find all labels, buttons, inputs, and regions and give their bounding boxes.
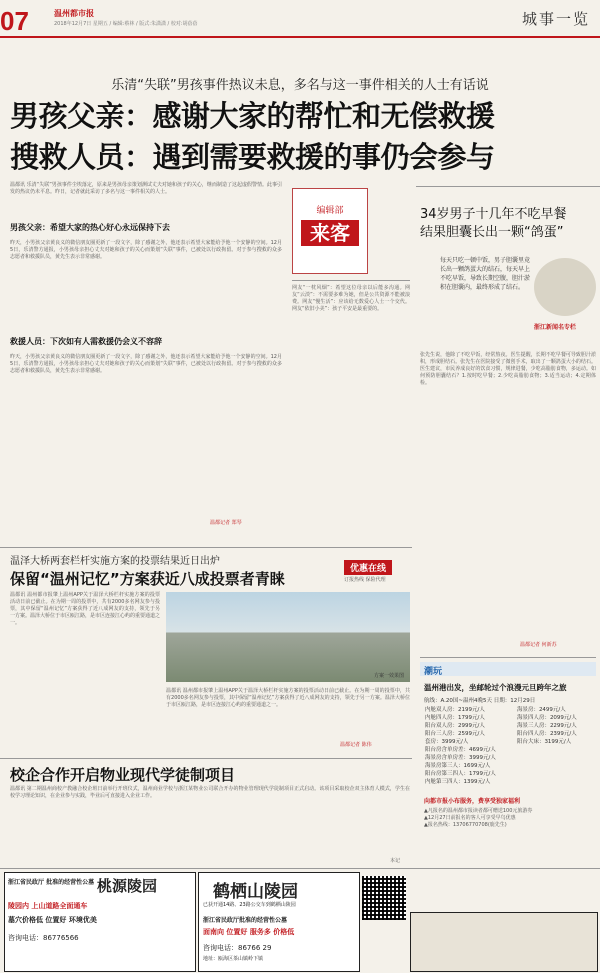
page-number: 07: [0, 6, 29, 36]
school-headline: 校企合作开启物业现代学徒制项目: [10, 766, 236, 784]
fun-price-cell: 海景房：2499元/人: [516, 707, 566, 713]
fun-note: ▲报名热线：13706770708(鹿先生): [424, 822, 507, 828]
ad-left-phone: 咨询电话：86776566: [8, 934, 79, 942]
page-header: [0, 0, 600, 34]
school-byline: 本记: [390, 858, 401, 864]
section-title: 城事一览: [521, 10, 590, 28]
ad-center-sub: 已获开通14路、23路公交车到鹤栖山陵园: [203, 902, 296, 908]
ad-center-line3: 面南向 位置好 服务多 价格低: [203, 928, 295, 936]
fun-price-cell: [516, 754, 594, 762]
side-headline: [420, 206, 596, 242]
fun-price-cell: 内舱四人房：1799元/人: [425, 715, 485, 721]
fun-headline: 温州港出发，坐邮轮过个浪漫元旦跨年之旅: [424, 683, 567, 692]
ad-left-line1: 浙江省民政厅 批准的经营性公墓: [8, 879, 95, 886]
cartoon-illustration: [534, 258, 596, 316]
fun-price-cell: 海景三人房：2299元/人: [516, 723, 577, 729]
fun-price-row: [424, 778, 594, 786]
fun-price-row: [424, 722, 594, 730]
ad-center-phone: 咨询电话：86766 29: [203, 944, 272, 952]
fun-price-cell: 阳台房第三四人：1799元/人: [425, 771, 496, 777]
memory-headline-1: 温泽大桥两套栏杆实施方案的投票结果近日出炉: [10, 556, 220, 567]
ad-right-block: [410, 912, 598, 972]
fun-note: ▲12月27日前报名的客人可享受早鸟优惠: [424, 815, 516, 821]
fun-price-row: [424, 714, 594, 722]
fun-notes: [424, 808, 594, 829]
memory-body: 温都讯 温州都市报肇上温州APP关于温泽大桥栏杆实施方案的投票活动日前已截止。在为期一周的投票中，共有2000多名网友参与投票，其中保留“温州记忆”方案获得了近八成网友的支持，领先于另一方案。温泽大桥位于市区瓯江路，是市区连接江心屿的重要通道之一。: [10, 592, 161, 626]
fun-price-cell: [516, 778, 594, 786]
ad-heqishan-cemetery: [198, 872, 360, 972]
lead-subhead-1: 男孩父亲：希望大家的热心好心永远保持下去: [10, 223, 170, 232]
fun-price-row: [424, 746, 594, 754]
paper-name: 温州都市报: [54, 9, 94, 18]
ads-divider: [0, 868, 600, 869]
qr-code: [362, 876, 406, 920]
stamp-top-label: 编辑部: [316, 206, 344, 216]
ad-center-title: 鹤栖山陵园: [213, 882, 298, 902]
fun-price-cell: 阳台房含单房差：4699元/人: [425, 747, 496, 753]
fun-price-cell: 内舱第三四人：1399元/人: [425, 779, 491, 785]
dateline: 2018年12月7日 星期五 / 编辑:蔡林 / 版式:朱潇潇 / 校对:胡蓓蓓: [54, 21, 198, 27]
ad-left-name: 桃源陵园: [97, 877, 158, 895]
fun-price-cell: 阳台三人房：2599元/人: [425, 731, 485, 737]
lead-byline: 温都记者 郑琴: [210, 520, 242, 526]
header-rule: [0, 36, 600, 38]
fun-price-row: [424, 706, 594, 714]
fun-note: ▲凡报名的温州都市报读者都可赠送100元旅游券: [424, 808, 533, 814]
editor-visitor-stamp: [292, 188, 368, 274]
fun-note-title: 向都市报小布服务，费享受独家福利: [424, 798, 521, 805]
fun-price-row: [424, 754, 594, 762]
fun-price-cell: 海景四人房：2099元/人: [516, 715, 577, 721]
ad-center-line2: 浙江省民政厅批准的经营性公墓: [203, 917, 288, 924]
side-divider: [416, 186, 600, 187]
lead-subhead-2: 救援人员：下次如有人需救援仍会义不容辞: [10, 337, 162, 346]
fun-price-cell: 阳台双人房：2999元/人: [425, 723, 485, 729]
school-divider: [0, 758, 412, 759]
ad-center-address: 地址：瓯海区茶山镇岭下镇: [203, 956, 264, 962]
fun-price-cell: [516, 770, 594, 778]
ad-left-line3: 陵园内 上山道路全面通车: [8, 902, 88, 910]
ad-taoyuan-cemetery: [4, 872, 196, 972]
lead-intro: 温都讯 乐清“失联”男孩事件尘埃落定，原来是男孩母亲策划测试丈夫对她和孩子的关心，继而制造了这起虚假警情。此事引发的热议仍未平息。昨日，记者就此采访了多名与这一事件相关的人士。: [10, 182, 282, 195]
lead-headline-2: 搜救人员：遇到需要救援的事仍会参与: [10, 140, 495, 174]
fun-price-cell: 套房：3999元/人: [425, 739, 469, 745]
fun-price-cell: [516, 746, 594, 754]
fun-price-cell: 阳台大床：3199元/人: [516, 739, 572, 745]
lead-kicker: 乐清“失联”男孩事件热议未息，多名与这一事件相关的人士有话说: [111, 78, 489, 93]
side-headline-2: 结果胆囊长出一颗“鸽蛋”: [420, 225, 564, 240]
lead-body-2: 昨天，小男孩父亲黄良义的微信朋友圈更新了一段文字，除了感谢之外，他还表示希望大家能给予他一个安静的空间。12月5日，乐清警方通报，小男孩母亲担心丈夫对她和孩子的关心而策划“失联”事件，已被处以行政拘留。对于参与搜救的众多志愿者和救援队员，黄先生表示非常感谢。: [10, 354, 282, 374]
memory-byline: 温都记者 陈伟: [340, 742, 372, 748]
fun-price-cell: 海景房含单房差：3999元/人: [425, 755, 496, 761]
visitor-comments: 网友“一枕风烟”：希望这位母亲以后能多沟通。网友“云淡”：不需要多难为她，但是公共资源不能被浪费。网友“慢生活”：应该给无数爱心人士一个交代。网友“依旧小美”：孩子平安是最重要的。: [292, 280, 410, 525]
memory-divider: [0, 547, 412, 548]
column-tag: 浙江新闻名专栏: [534, 324, 577, 331]
side-quote: 每天只吃一顿中饭，男子胆囊里竟长出一颗鸽蛋大的结石，每天早上不吃早饭，导致长期空腹，胆汁淤积在胆囊内，最终形成了结石。: [440, 257, 531, 291]
lead-body-1: 昨天，小男孩父亲黄良义的微信朋友圈更新了一段文字，除了感谢之外，他还表示希望大家能给予他一个安静的空间。12月5日，乐清警方通报，小男孩母亲担心丈夫对她和孩子的关心而策划“失联”事件，已被处以行政拘留。对于参与搜救的众多志愿者和救援队员，黄先生表示非常感谢。: [10, 240, 282, 260]
side-headline-1: 34岁男子十几年不吃早餐: [420, 207, 567, 222]
fun-panel: [420, 657, 596, 908]
fun-price-row: [424, 762, 594, 770]
bridge-photo-caption: 方案一效果图: [374, 673, 405, 679]
fun-price-cell: 阳台四人房：2399元/人: [516, 731, 577, 737]
memory-headline-2: 保留“温州记忆”方案获近八成投票者青睐: [10, 570, 285, 588]
fun-route: 航线：A.20国~温州4晚5天 日期：12月29日: [424, 698, 536, 704]
memory-body-2: 温都讯 温州都市报肇上温州APP关于温泽大桥栏杆实施方案的投票活动日前已截止。在为期一周的投票中，共有2000多名网友参与投票，其中保留“温州记忆”方案获得了近八成网友的支持，领先于另一方案。温泽大桥位于市区瓯江路，是市区连接江心屿的重要通道之一。: [166, 688, 410, 708]
promo-badge-sub: 订报热线 保险代理: [344, 577, 386, 583]
fun-price-cell: [516, 762, 594, 770]
promo-badge: 优惠在线: [344, 560, 392, 575]
side-body: 张先生说，他除了不吃早饭，经常熬夜。医生提醒，长期不吃早餐可导致胆汁淤积，形成胆结石。张先生在医院接受了微创手术，取出了一颗鸽蛋大小的结石。医生建议，市民养成良好的饮食习惯，规律进餐，少吃高脂肪食物，多运动。如何预防胆囊结石？1.按时吃早餐；2.少吃高脂肪食物；3.适当运动；4.定期体检。: [420, 352, 596, 386]
fun-price-cell: 内舱双人房：2199元/人: [425, 707, 485, 713]
ad-left-line4: 墓穴价格低 位置好 环境优美: [8, 916, 97, 924]
fun-title: 潮玩: [424, 667, 443, 677]
fun-price-cell: 海景房第三人：1699元/人: [425, 763, 491, 769]
fun-price-row: [424, 770, 594, 778]
fun-price-row: [424, 730, 594, 738]
fun-price-row: [424, 738, 594, 746]
stamp-main-label: 来客: [301, 220, 359, 246]
side-byline: 温都记者 何新苏: [520, 642, 557, 648]
fun-price-table: [424, 706, 594, 786]
bridge-photo: [166, 592, 410, 682]
school-body: 温都讯 第二期温州商校产教融合校企班日前举行开班仪式，温州商业学校与浙江某物业公司联合开办的物业管理现代学徒制项目正式启动。该项目采取校企双主体育人模式，学生在校学习理论知识，在企业参与实践，毕业后可直接进入企业工作。: [10, 786, 410, 799]
lead-headline-1: 男孩父亲：感谢大家的帮忙和无偿救援: [10, 99, 495, 133]
